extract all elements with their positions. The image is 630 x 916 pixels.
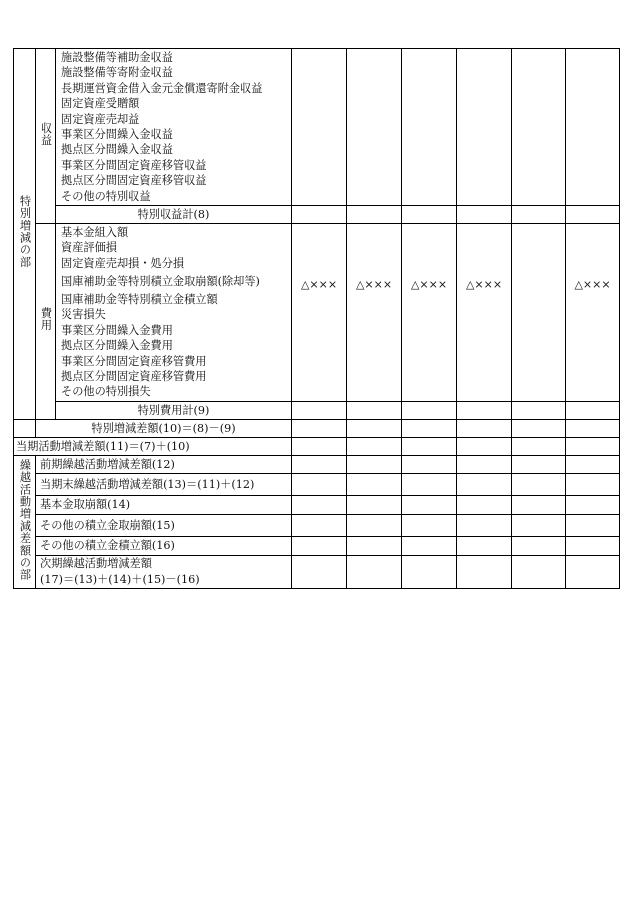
value-cell — [457, 473, 512, 495]
value-cell — [566, 473, 620, 495]
value-cell — [402, 401, 457, 419]
value-cell — [402, 473, 457, 495]
list-item: 資産評価損 — [61, 241, 117, 255]
list-item: 国庫補助金等特別積立金積立額 — [61, 293, 218, 307]
list-item: 事業区分間繰入金費用 — [61, 323, 173, 337]
income-subtotal-row — [14, 205, 620, 223]
value-cell — [292, 555, 347, 588]
value-cell — [347, 536, 402, 555]
carry-row-label: 当期末繰越活動増減差額(13)＝(11)＋(12) — [36, 473, 292, 495]
carry-row-label: その他の積立金積立額(16) — [36, 536, 292, 555]
list-item: 固定資産受贈額 — [61, 97, 140, 111]
value-cell — [292, 495, 347, 514]
value-cell — [292, 455, 347, 473]
value-cell — [566, 437, 620, 455]
value-cell — [402, 49, 457, 206]
value-cell — [457, 49, 512, 206]
value-cell — [347, 455, 402, 473]
special-section-label: 特別増減の部 — [14, 49, 36, 420]
carry-last-label — [36, 555, 292, 588]
value-cell — [512, 419, 566, 437]
value-cell — [457, 514, 512, 536]
value-cell — [512, 473, 566, 495]
expense-subtotal-row — [14, 401, 620, 419]
value-cell: △××× — [292, 223, 347, 401]
value-cell — [347, 495, 402, 514]
list-item: 事業区分間固定資産移管収益 — [61, 158, 207, 172]
value-cell — [566, 401, 620, 419]
value-cell — [347, 205, 402, 223]
carry-last-line2: (17)＝(13)＋(14)＋(15)－(16) — [40, 572, 200, 586]
list-item: 拠点区分間固定資産移管費用 — [61, 370, 207, 384]
value-cell — [402, 536, 457, 555]
value-cell — [292, 419, 347, 437]
list-item: 拠点区分間繰入金費用 — [61, 339, 173, 353]
carry-last-line1: 次期繰越活動増減差額 — [40, 557, 152, 571]
current-difference-label: 当期活動増減差額(11)＝(7)＋(10) — [14, 437, 292, 455]
carry-section-label: 繰越活動増減差額の部 — [14, 455, 36, 588]
expense-items — [56, 223, 292, 401]
carry-row — [14, 514, 620, 536]
value-cell — [512, 555, 566, 588]
carry-row — [14, 495, 620, 514]
value-cell — [457, 455, 512, 473]
list-item: 国庫補助金等特別積立金取崩額(除却等) — [61, 275, 260, 289]
value-cell — [512, 536, 566, 555]
value-cell — [512, 437, 566, 455]
expense-label: 費用 — [36, 223, 56, 419]
value-cell — [347, 555, 402, 588]
value-cell — [566, 419, 620, 437]
value-cell — [512, 495, 566, 514]
value-cell — [566, 49, 620, 206]
carry-row-label: 基本金取崩額(14) — [36, 495, 292, 514]
carry-row — [14, 473, 620, 495]
value-cell — [566, 495, 620, 514]
value-cell — [292, 205, 347, 223]
expense-row — [14, 223, 620, 401]
income-subtotal-label: 特別収益計(8) — [56, 205, 292, 223]
value-cell — [402, 205, 457, 223]
list-item: 固定資産売却損・処分損 — [61, 256, 185, 270]
income-items — [56, 49, 292, 206]
value-cell — [292, 437, 347, 455]
value-cell — [347, 437, 402, 455]
carry-row-label: その他の積立金取崩額(15) — [36, 514, 292, 536]
income-label: 収益 — [36, 49, 56, 224]
value-cell — [292, 473, 347, 495]
list-item: 拠点区分間繰入金収益 — [61, 143, 173, 157]
value-cell — [512, 455, 566, 473]
value-cell — [292, 514, 347, 536]
value-cell — [402, 455, 457, 473]
special-difference-label: 特別増減差額(10)＝(8)－(9) — [36, 419, 292, 437]
value-cell — [566, 514, 620, 536]
value-cell — [457, 437, 512, 455]
value-cell: △××× — [457, 223, 512, 401]
value-cell — [347, 401, 402, 419]
value-cell — [512, 205, 566, 223]
statement-table — [13, 48, 620, 589]
value-cell — [402, 419, 457, 437]
value-cell — [347, 473, 402, 495]
value-cell: △××× — [347, 223, 402, 401]
value-cell — [292, 536, 347, 555]
value-cell — [457, 205, 512, 223]
value-cell — [512, 49, 566, 206]
list-item: 基本金組入額 — [61, 225, 129, 239]
value-cell — [457, 495, 512, 514]
value-cell — [402, 495, 457, 514]
value-cell — [512, 514, 566, 536]
value-cell — [457, 555, 512, 588]
list-item: 災害損失 — [61, 308, 106, 322]
current-difference-row — [14, 437, 620, 455]
value-cell — [292, 401, 347, 419]
value-cell — [566, 536, 620, 555]
carry-row-label: 前期繰越活動増減差額(12) — [36, 455, 292, 473]
expense-subtotal-label: 特別費用計(9) — [56, 401, 292, 419]
list-item: 固定資産売却益 — [61, 112, 140, 126]
value-cell — [457, 401, 512, 419]
list-item: 施設整備等補助金収益 — [61, 51, 173, 64]
income-row — [14, 49, 620, 206]
list-item: 事業区分間繰入金収益 — [61, 127, 173, 141]
value-cell — [512, 223, 566, 401]
list-item: 施設整備等寄附金収益 — [61, 66, 173, 80]
value-cell — [566, 455, 620, 473]
value-cell — [402, 514, 457, 536]
value-cell: △××× — [566, 223, 620, 401]
carry-row — [14, 555, 620, 588]
value-cell — [512, 401, 566, 419]
carry-row — [14, 536, 620, 555]
value-cell — [347, 419, 402, 437]
value-cell — [292, 49, 347, 206]
value-cell — [566, 555, 620, 588]
list-item: 拠点区分間固定資産移管収益 — [61, 174, 207, 188]
indent-cell — [14, 419, 36, 437]
value-cell — [347, 514, 402, 536]
list-item: その他の特別損失 — [61, 385, 151, 399]
value-cell: △××× — [402, 223, 457, 401]
list-item: 事業区分間固定資産移管費用 — [61, 354, 207, 368]
carry-row — [14, 455, 620, 473]
value-cell — [402, 437, 457, 455]
value-cell — [457, 419, 512, 437]
value-cell — [347, 49, 402, 206]
list-item: その他の特別収益 — [61, 189, 151, 203]
list-item: 長期運営資金借入金元金償還寄附金収益 — [61, 81, 263, 95]
value-cell — [457, 536, 512, 555]
value-cell — [566, 205, 620, 223]
value-cell — [402, 555, 457, 588]
special-difference-row — [14, 419, 620, 437]
